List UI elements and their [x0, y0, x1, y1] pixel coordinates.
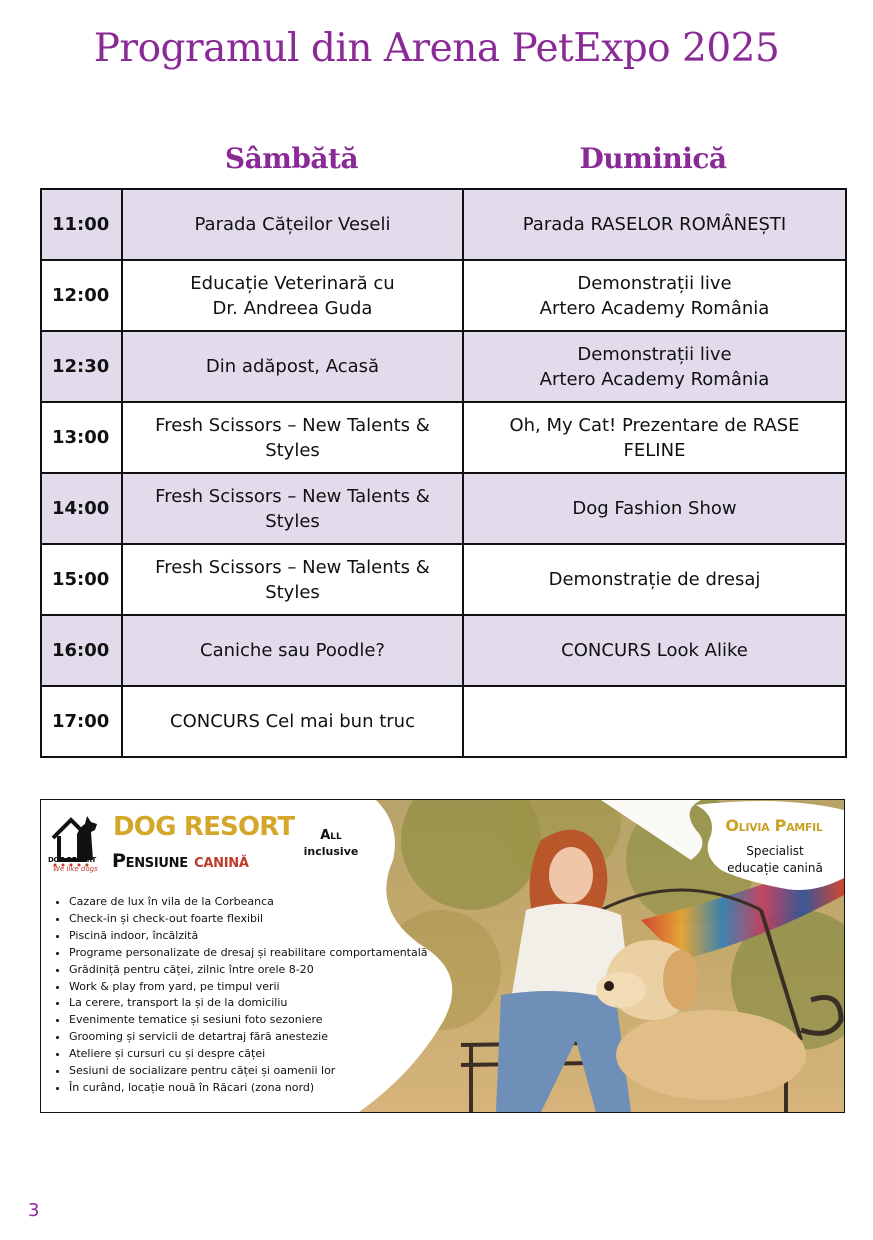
sunday-event-cell: [463, 402, 846, 473]
logo-tagline: We like dogs: [53, 865, 98, 873]
feature-item: • Grădiniță pentru căței, zilnic între orele 8-20: [69, 962, 428, 979]
time-cell: 15:00: [41, 544, 122, 615]
time-cell: 14:00: [41, 473, 122, 544]
sunday-event-cell: [463, 473, 846, 544]
all-inclusive-label: [295, 828, 367, 860]
schedule-table: [40, 188, 847, 758]
time-cell: 13:00: [41, 402, 122, 473]
time-cell: 12:00: [41, 260, 122, 331]
specialist-name: Olivia Pamfil: [725, 816, 823, 835]
event-line: Styles: [265, 581, 320, 603]
schedule-row: [41, 189, 846, 260]
event-line: Fresh Scissors – New Talents &: [155, 556, 430, 578]
page-number: 3: [28, 1200, 40, 1221]
feature-item: • În curând, locație nouă în Răcari (zona nord): [69, 1080, 428, 1097]
event-line: Dr. Andreea Guda: [212, 297, 373, 319]
event-line: Fresh Scissors – New Talents &: [155, 414, 430, 436]
dog-resort-ad: [40, 799, 845, 1113]
saturday-event-cell: [122, 189, 463, 260]
schedule-row: [41, 615, 846, 686]
schedule-row: [41, 260, 846, 331]
logo-wordmark: DOG RESORT: [48, 856, 96, 864]
sunday-event-cell: [463, 260, 846, 331]
specialist-role: [713, 843, 837, 877]
sunday-event-cell: [463, 544, 846, 615]
sunday-event-cell: [463, 686, 846, 757]
saturday-event-cell: [122, 473, 463, 544]
specialist-role-line-1: Specialist: [746, 844, 804, 858]
event-line: Parada RASELOR ROMÂNEȘTI: [522, 214, 787, 235]
schedule-row: [41, 331, 846, 402]
page-title: Programul din Arena PetExpo 2025: [93, 26, 780, 71]
brand-subtitle: [112, 850, 249, 872]
event-line: Demonstrații live: [577, 272, 732, 294]
event-line: Artero Academy România: [539, 368, 770, 390]
brand-name: DOG RESORT: [113, 812, 295, 842]
feature-item: • Sesiuni de socializare pentru căței și oamenii lor: [69, 1063, 428, 1080]
time-cell: 12:30: [41, 331, 122, 402]
feature-item: • Grooming și servicii de detartraj fără anestezie: [69, 1029, 428, 1046]
event-line: Demonstrații live: [577, 343, 732, 365]
saturday-event-cell: [122, 402, 463, 473]
saturday-event-cell: [122, 686, 463, 757]
event-line: Parada Cățeilor Veseli: [194, 214, 391, 235]
schedule-row: [41, 686, 846, 757]
event-line: Dog Fashion Show: [572, 498, 737, 519]
sunday-event-cell: [463, 189, 846, 260]
event-line: Din adăpost, Acasă: [205, 356, 380, 377]
feature-item: • Evenimente tematice și sesiuni foto sezoniere: [69, 1012, 428, 1029]
saturday-event-cell: [122, 544, 463, 615]
feature-item: • Programe personalizate de dresaj și reabilitare comportamentală: [69, 945, 428, 962]
feature-item: • Piscină indoor, încălzită: [69, 928, 428, 945]
event-line: Styles: [265, 439, 320, 461]
event-line: CONCURS Look Alike: [561, 640, 748, 661]
sunday-event-cell: [463, 615, 846, 686]
all-inclusive-line-2: inclusive: [303, 845, 359, 858]
feature-item: • Cazare de lux în vila de la Corbeanca: [69, 894, 428, 911]
schedule-row: [41, 544, 846, 615]
time-cell: 11:00: [41, 189, 122, 260]
saturday-event-cell: [122, 260, 463, 331]
feature-item: • Check-in și check-out foarte flexibil: [69, 911, 428, 928]
feature-item: • Ateliere și cursuri cu și despre căței: [69, 1046, 428, 1063]
time-cell: 16:00: [41, 615, 122, 686]
event-line: Caniche sau Poodle?: [200, 640, 385, 661]
saturday-event-cell: [122, 331, 463, 402]
feature-item: • La cerere, transport la și de la domiciliu: [69, 995, 428, 1012]
saturday-event-cell: [122, 615, 463, 686]
event-line: Artero Academy România: [539, 297, 770, 319]
time-cell: 17:00: [41, 686, 122, 757]
subtitle-accent: canină: [194, 850, 249, 872]
event-line: Fresh Scissors – New Talents &: [155, 485, 430, 507]
event-line: Oh, My Cat! Prezentare de RASE: [509, 414, 800, 436]
subtitle-main: Pensiune: [112, 850, 188, 872]
schedule-row: [41, 402, 846, 473]
sunday-event-cell: [463, 331, 846, 402]
all-inclusive-line-1: All: [320, 828, 342, 843]
event-line: FELINE: [623, 439, 686, 461]
feature-item: • Work & play from yard, pe timpul verii: [69, 979, 428, 996]
schedule-row: [41, 473, 846, 544]
event-line: CONCURS Cel mai bun truc: [170, 711, 415, 732]
event-line: Styles: [265, 510, 320, 532]
day-header-saturday: Sâmbătă: [224, 142, 359, 175]
event-line: Educație Veterinară cu: [190, 272, 395, 294]
event-line: Demonstrație de dresaj: [548, 569, 761, 590]
day-header-sunday: Duminică: [579, 142, 727, 175]
features-list: [51, 894, 428, 1097]
specialist-role-line-2: educație canină: [727, 861, 823, 875]
